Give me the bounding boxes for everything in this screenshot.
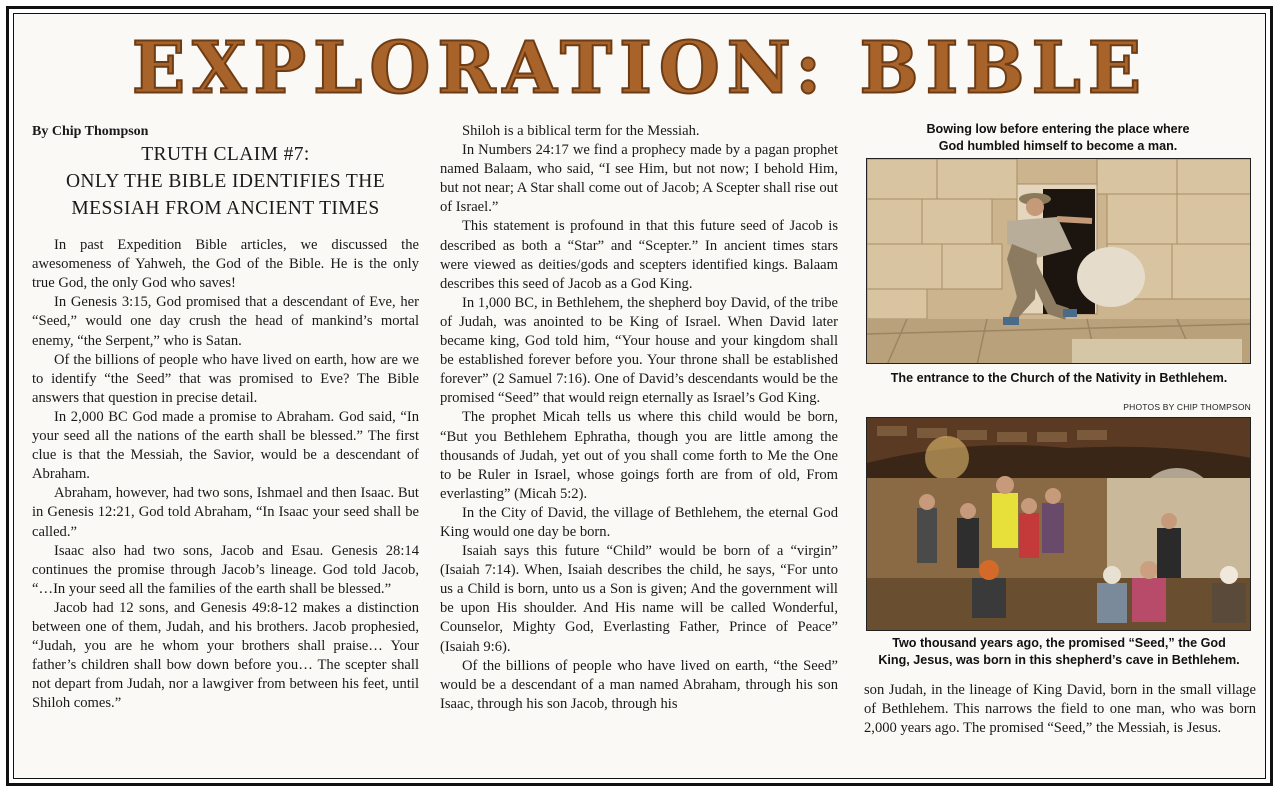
paragraph: In Genesis 3:15, God promised that a descendant of Eve, her “Seed,” would one day crush the head of mankind’s mortal enemy, “the Serpent,” who is Satan. xyxy=(32,294,419,349)
photo-2-caption xyxy=(866,635,1252,669)
page-title: EXPLORATION: BIBLE xyxy=(131,25,1149,110)
paragraph: Of the billions of people who have lived on earth, “the Seed” would be a descendant of a man named Abraham, through his son Isaac, through his son Jacob, through his xyxy=(440,657,838,712)
paragraph: In the City of David, the village of Bethlehem, the eternal God King would one day be born. xyxy=(440,504,838,540)
article-column-1 xyxy=(32,122,419,713)
photo-church-entrance xyxy=(866,158,1251,364)
paragraph: Shiloh is a biblical term for the Messiah. xyxy=(462,123,700,139)
paragraph: The prophet Micah tells us where this child would be born, “But you Bethlehem Ephratha, though you are little among the thousands of Judah, yet out of you shall come forth to Me the One to be Ruler in Israel, whose goings forth are from of old, From everlasting” (Micah 5:2). xyxy=(440,409,838,502)
paragraph: This statement is profound in that this future seed of Jacob is described as both a “Star” and “Scepter.” In ancient times stars were viewed as deities/gods and scepters identified kings. Balaam describes this seed of Jacob as a God King. xyxy=(440,218,838,292)
paragraph: In 1,000 BC, in Bethlehem, the shepherd boy David, of the tribe of Judah, was anointed to be King of Israel. When David later became king, God told him, “Your house and your kingdom shall be established forever before you. Your throne shall be established forever” (2 Samuel 7:16). One of David’s descendants would be the promised “Seed” that would reign eternally as Israel’s God King. xyxy=(440,294,838,407)
paragraph: Of the billions of people who have lived on earth, how are we to identify “the Seed” that was promised to Eve? The Bible answers that question in precise detail. xyxy=(32,351,419,406)
paragraph: Isaac also had two sons, Jacob and Esau. Genesis 28:14 continues the promise through Jacob’s lineage. God told Jacob, “…In your seed all the families of the earth shall be blessed.” xyxy=(32,542,419,597)
photo-1-top-caption xyxy=(864,121,1252,155)
photo-nativity-cave xyxy=(866,417,1251,631)
article-column-3 xyxy=(864,681,1256,738)
article-headline xyxy=(32,141,419,222)
headline-line-3: MESSIAH FROM ANCIENT TIMES xyxy=(71,198,380,220)
paragraph: Abraham, however, had two sons, Ishmael and then Isaac. But in Genesis 12:21, God told Abraham, “In Isaac your seed shall be called.” xyxy=(32,485,419,540)
caption-line: God humbled himself to become a man. xyxy=(938,139,1178,153)
headline-line-1: TRUTH CLAIM #7: xyxy=(141,144,310,166)
caption-line: Two thousand years ago, the promised “Seed,” the God xyxy=(892,636,1226,650)
photo-1-bottom-caption: The entrance to the Church of the Nativity in Bethlehem. xyxy=(890,371,1228,385)
church-entrance-illustration xyxy=(867,159,1251,364)
headline-line-2: ONLY THE BIBLE IDENTIFIES THE xyxy=(65,171,386,193)
paragraph: In past Expedition Bible articles, we discussed the awesomeness of Yahweh, the God of the Bible. He is the only true God, the only God who saves! xyxy=(32,237,419,292)
caption-line: Bowing low before entering the place where xyxy=(926,122,1190,136)
paragraph: Jacob had 12 sons, and Genesis 49:8-12 makes a distinction between one of them, Judah, and his brothers. Jacob prophesied, “Judah, you are he whom your brothers shall praise… Your father’s children shall bow down before you… The scepter shall not depart from Judah, nor a lawgiver from between his feet, until Shiloh comes.” xyxy=(32,599,419,712)
paragraph: In 2,000 BC God made a promise to Abraham. God said, “In your seed all the nations of the earth shall be blessed.” The first clue is that the Messiah, the Savior, would be a descendant of Abraham. xyxy=(32,408,419,483)
masthead xyxy=(20,22,1260,114)
photo-credit: PHOTOS BY CHIP THOMPSON xyxy=(1123,402,1251,412)
byline: By Chip Thompson xyxy=(32,124,149,139)
paragraph: Isaiah says this future “Child” would be born of a “virgin” (Isaiah 7:14). When, Isaiah describes the child, he says, “For unto us a Child is born, unto us a Son is given; And the government will be upon His shoulder. And His name will be called Wonderful, Counselor, Mighty God, Everlasting Father, Prince of Peace” (Isaiah 9:6). xyxy=(440,543,838,655)
article-column-2 xyxy=(440,122,838,714)
paragraph: son Judah, in the lineage of King David, born in the small village of Bethlehem. This narrows the field to one man, who was born 2,000 years ago. The promised “Seed,” the Messiah, is Jesus. xyxy=(864,682,1256,737)
caption-line: King, Jesus, was born in this shepherd’s cave in Bethlehem. xyxy=(878,653,1240,667)
paragraph: In Numbers 24:17 we find a prophecy made by a pagan prophet named Balaam, who said, “I see Him, but not now; I behold Him, but not near; A Star shall come out of Jacob; A Scepter shall rise out of Israel.” xyxy=(440,142,838,216)
nativity-cave-illustration xyxy=(867,418,1251,631)
